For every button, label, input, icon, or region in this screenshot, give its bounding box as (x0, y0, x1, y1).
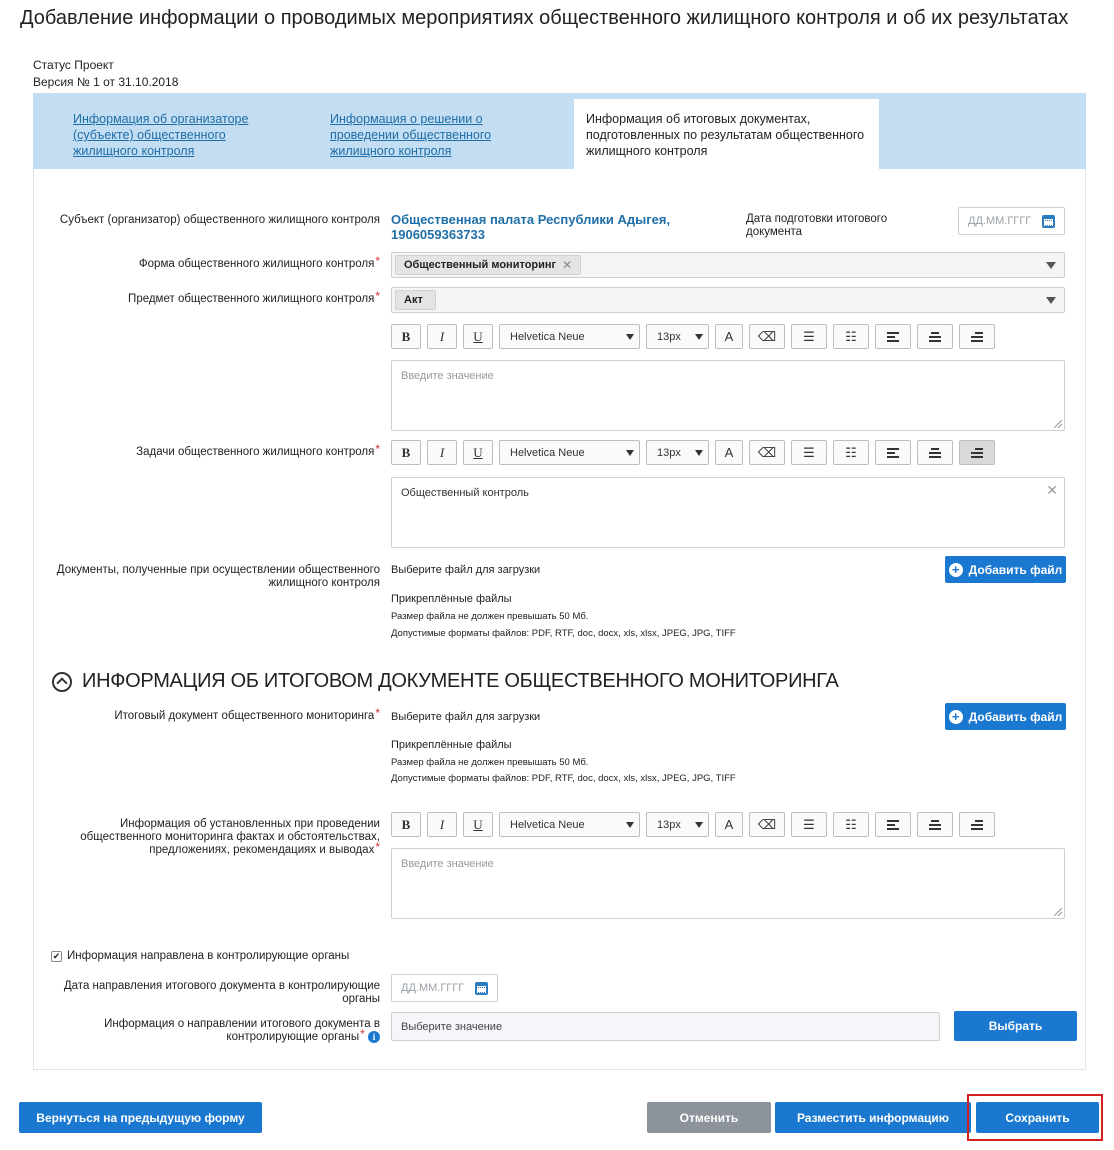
sent-checkbox-label: Информация направлена в контролирующие органы (67, 950, 350, 962)
align-left-icon[interactable] (875, 324, 911, 349)
unordered-list-icon[interactable]: ☷ (833, 812, 869, 837)
add-file-button[interactable]: + Добавить файл (945, 703, 1066, 730)
remove-tag-icon[interactable]: ✕ (562, 258, 573, 272)
underline-button[interactable]: U (463, 440, 493, 465)
facts-textarea[interactable]: Введите значение (391, 848, 1065, 919)
align-center-icon[interactable] (917, 324, 953, 349)
underline-button[interactable]: U (463, 324, 493, 349)
eraser-icon[interactable]: ⌫ (749, 440, 785, 465)
docs-label: Документы, полученные при осуществлении общественного жилищного контроля (56, 564, 380, 589)
font-size-select[interactable]: 13px (646, 440, 709, 465)
font-color-button[interactable]: A (715, 440, 743, 465)
font-color-button[interactable]: A (715, 324, 743, 349)
sent-checkbox-row[interactable] (51, 950, 349, 962)
font-color-button[interactable]: A (715, 812, 743, 837)
date-prep-label: Дата подготовки итогового документа (746, 213, 888, 238)
date-prep-input[interactable] (958, 207, 1065, 235)
subject-value-link[interactable]: Общественная палата Республики Адыгея, 1906059363733 (391, 212, 671, 242)
eraser-icon[interactable]: ⌫ (749, 324, 785, 349)
font-family-select[interactable]: Helvetica Neue (499, 812, 640, 837)
ordered-list-icon[interactable]: ☰ (791, 812, 827, 837)
font-family-select[interactable]: Helvetica Neue (499, 440, 640, 465)
align-right-icon[interactable] (959, 440, 995, 465)
editor-toolbar (391, 440, 995, 465)
subject-matter-textarea[interactable]: Введите значение (391, 360, 1065, 431)
font-family-select[interactable]: Helvetica Neue (499, 324, 640, 349)
plus-icon: + (949, 710, 963, 724)
calendar-icon[interactable] (1042, 215, 1055, 228)
send-info-input[interactable]: Выберите значение (391, 1012, 940, 1041)
align-right-icon[interactable] (959, 812, 995, 837)
align-center-icon[interactable] (917, 812, 953, 837)
unordered-list-icon[interactable]: ☷ (833, 440, 869, 465)
tab-final-documents-label: Информация об итоговых документах, подготовленных по результатам общественного жилищного контроля (586, 112, 865, 158)
save-button[interactable]: Сохранить (976, 1102, 1099, 1133)
back-button[interactable]: Вернуться на предыдущую форму (19, 1102, 262, 1133)
editor-toolbar (391, 812, 995, 837)
tasks-textarea[interactable]: Общественный контроль ✕ (391, 477, 1065, 548)
clear-icon[interactable]: ✕ (1046, 482, 1058, 498)
italic-button[interactable]: I (427, 324, 457, 349)
section-title: ИНФОРМАЦИЯ ОБ ИТОГОВОМ ДОКУМЕНТЕ ОБЩЕСТВЕННОГО МОНИТОРИНГА (82, 670, 839, 692)
tab-organizer-label[interactable]: Информация об организаторе (субъекте) общественного жилищного контроля (73, 112, 249, 158)
align-left-icon[interactable] (875, 440, 911, 465)
date-prep-placeholder: ДД.ММ.ГГГГ (968, 215, 1032, 227)
select-button[interactable]: Выбрать (954, 1011, 1077, 1041)
subject-matter-select[interactable] (391, 287, 1065, 313)
bold-button[interactable]: B (391, 440, 421, 465)
size-limit-text: Размер файла не должен превышать 50 Мб. (391, 611, 589, 622)
form-tag: Общественный мониторинг ✕ (395, 255, 581, 275)
info-icon[interactable]: i (368, 1031, 380, 1043)
status-text: Статус Проект (33, 58, 114, 72)
tasks-label: Задачи общественного жилищного контроля* (136, 442, 380, 458)
align-right-icon[interactable] (959, 324, 995, 349)
bold-button[interactable]: B (391, 812, 421, 837)
size-limit-text: Размер файла не должен превышать 50 Мб. (391, 757, 589, 768)
facts-label: Информация об установленных при проведении общественного мониторинга фактах и обстоятельствах, предложениях, рекомендациях и выводах* (80, 818, 380, 856)
send-date-input[interactable]: ДД.ММ.ГГГГ (391, 974, 498, 1002)
chevron-down-icon[interactable] (1046, 297, 1056, 304)
tab-final-documents[interactable] (574, 99, 879, 169)
sent-checkbox[interactable]: ✔ (52, 950, 61, 961)
send-info-label: Информация о направлении итогового документа в контролирующие органы* i (104, 1018, 380, 1044)
choose-file-text: Выберите файл для загрузки (391, 564, 541, 576)
ordered-list-icon[interactable]: ☰ (791, 440, 827, 465)
chevron-down-icon[interactable] (1046, 262, 1056, 269)
tab-bar (33, 93, 1086, 169)
subject-matter-tag: Акт (395, 290, 436, 310)
page-title: Добавление информации о проводимых мероприятиях общественного жилищного контроля и об их результатах (20, 7, 1069, 29)
plus-icon: + (949, 563, 963, 577)
italic-button[interactable]: I (427, 440, 457, 465)
choose-file-text: Выберите файл для загрузки (391, 711, 541, 723)
underline-button[interactable]: U (463, 812, 493, 837)
tab-organizer[interactable] (73, 111, 273, 159)
attached-files-text: Прикреплённые файлы (391, 739, 512, 751)
send-date-label: Дата направления итогового документа в контролирующие органы (63, 980, 380, 1005)
formats-text: Допустимые форматы файлов: PDF, RTF, doc, docx, xls, xlsx, JPEG, JPG, TIFF (391, 773, 736, 784)
form-select[interactable] (391, 252, 1065, 278)
section-header[interactable] (52, 670, 839, 693)
font-size-select[interactable]: 13px (646, 812, 709, 837)
final-doc-label: Итоговый документ общественного мониторинга* (114, 706, 380, 722)
formats-text: Допустимые форматы файлов: PDF, RTF, doc, docx, xls, xlsx, JPEG, JPG, TIFF (391, 628, 736, 639)
collapse-icon[interactable] (52, 672, 72, 692)
form-label: Форма общественного жилищного контроля* (138, 254, 380, 270)
publish-button[interactable]: Разместить информацию (775, 1102, 971, 1133)
tab-decision[interactable] (330, 111, 520, 159)
subject-label: Субъект (организатор) общественного жилищного контроля (59, 214, 380, 226)
add-file-button[interactable]: + Добавить файл (945, 556, 1066, 583)
tab-decision-label[interactable]: Информация о решении о проведении общественного жилищного контроля (330, 112, 492, 158)
align-left-icon[interactable] (875, 812, 911, 837)
font-size-select[interactable]: 13px (646, 324, 709, 349)
ordered-list-icon[interactable]: ☰ (791, 324, 827, 349)
unordered-list-icon[interactable]: ☷ (833, 324, 869, 349)
attached-files-text: Прикреплённые файлы (391, 593, 512, 605)
subject-matter-label: Предмет общественного жилищного контроля* (128, 289, 380, 305)
align-center-icon[interactable] (917, 440, 953, 465)
version-text: Версия № 1 от 31.10.2018 (33, 75, 179, 89)
calendar-icon[interactable] (475, 982, 488, 995)
cancel-button[interactable]: Отменить (647, 1102, 771, 1133)
eraser-icon[interactable]: ⌫ (749, 812, 785, 837)
italic-button[interactable]: I (427, 812, 457, 837)
editor-toolbar (391, 324, 995, 349)
bold-button[interactable]: B (391, 324, 421, 349)
